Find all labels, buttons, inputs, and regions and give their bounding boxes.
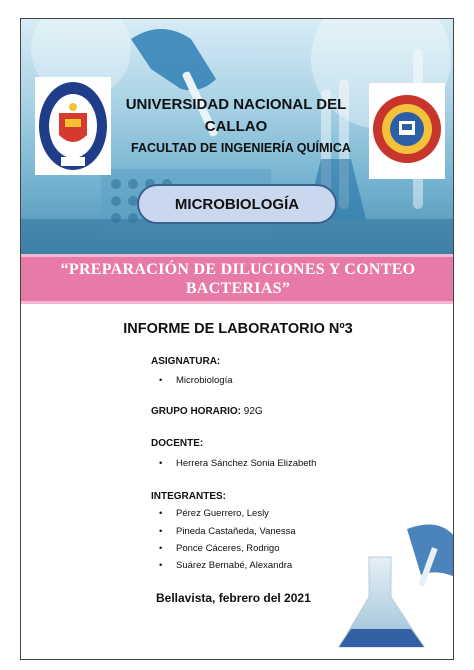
faculty-seal-logo xyxy=(369,83,445,179)
university-name: UNIVERSIDAD NACIONAL DEL CALLAO xyxy=(125,96,347,135)
member-item: • Pérez Guerrero, Lesly xyxy=(176,508,269,519)
faculty-name: FACULTAD DE INGENIERÍA QUÍMICA xyxy=(131,141,351,155)
members-label: INTEGRANTES: xyxy=(151,491,226,502)
group-row xyxy=(151,406,263,417)
group-label: GRUPO HORARIO: xyxy=(151,406,241,417)
member-item: • Suárez Bernabé, Alexandra xyxy=(176,560,292,571)
teacher-value: • Herrera Sánchez Sonia Elizabeth xyxy=(176,458,316,469)
report-title: INFORME DE LABORATORIO Nº3 xyxy=(123,321,353,337)
experiment-title: “PREPARACIÓN DE DILUCIONES Y CONTEO BACTERIAS” xyxy=(60,261,416,297)
report-title-band xyxy=(21,254,454,304)
subject-label: ASIGNATURA: xyxy=(151,356,221,367)
subject-value: • Microbiología xyxy=(176,375,233,386)
member-item: • Pineda Castañeda, Vanessa xyxy=(176,526,296,537)
group-value: 92G xyxy=(243,406,263,417)
lab-photo-banner xyxy=(21,19,454,259)
teacher-label: DOCENTE: xyxy=(151,438,204,449)
flask-photo xyxy=(329,517,454,660)
university-seal-logo xyxy=(35,77,111,175)
member-item: • Ponce Cáceres, Rodrigo xyxy=(176,543,280,554)
place-date: Bellavista, febrero del 2021 xyxy=(156,591,311,605)
cover-page xyxy=(20,18,454,660)
course-badge: MICROBIOLOGÍA xyxy=(137,184,337,224)
